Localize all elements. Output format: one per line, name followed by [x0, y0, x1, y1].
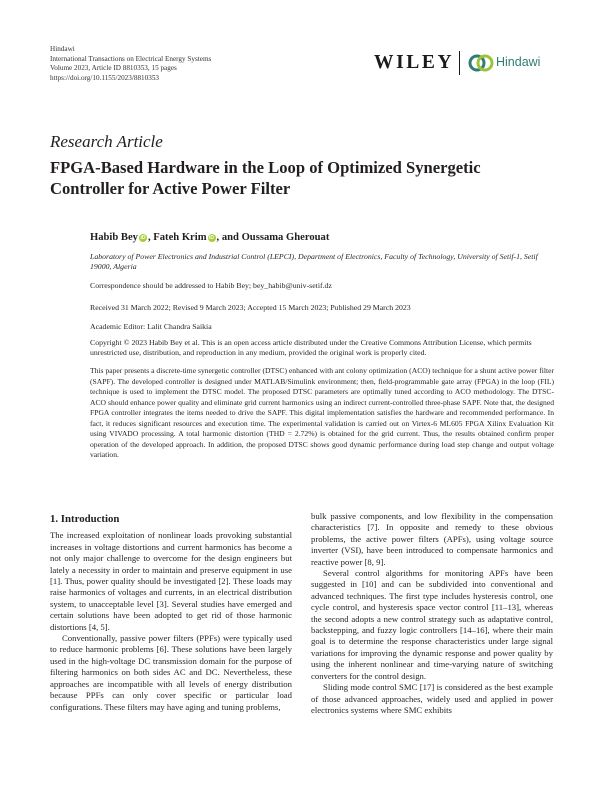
copyright-notice: Copyright © 2023 Habib Bey et al. This is an open access article distributed under the Creative Commons Attribution License, which permits unrestricted use, distribution, and reproduction in any medium, provided the original work is properly cited. [90, 338, 532, 358]
orcid-icon[interactable]: iD [209, 235, 215, 241]
abstract: This paper presents a discrete-time synergetic controller (DTSC) enhanced with ant colony optimization (ACO) technique for a shunt active power filter (SAPF). The developed controller is designed under MATLAB/Simulink environment; then, field-programmable gate array (FPGA) in the loop (FIL) technique is used to implement the DTSC model. The proposed DTSC parameters are optimally tuned according to ACO methodology. The DTSC-ACO should enhance power quality and eliminate grid current harmonics using an indirect current-controlled three-phase SAPF. Note that, the designed FPGA controller integrates the items needed to drive the SAPF. This digital implementation satisfies the hardware and recommended performance. In fact, it reduces significant resources and execution time. The experimental validation is carried out on Virtex-6 ML605 FPGA Xilinx Evaluation Kit using VIVADO processing. A total harmonic distortion (THD = 2.72%) is obtained for the grid current. Thus, the results obtained confirm proper operation of the developed approach. In addition, the proposed DTSC shows good dynamic performance during load step change and output voltage variation. [90, 366, 554, 459]
hindawi-logo-text: Hindawi [496, 55, 541, 69]
publisher-logos [372, 50, 552, 76]
wiley-logo: WILEY [374, 52, 455, 73]
volume-line: Volume 2023, Article ID 8810353, 15 pages [50, 64, 177, 73]
paragraph: Several control algorithms for monitoring APFs have been suggested in [10] and can be subdivided into conventional and advanced techniques. The first type includes hysteresis control, one cycle control, and hysteresis space vector control [11–13], whereas the second adopts a new control strategy such as adaptative control, backstepping, and fuzzy logic controllers [14–16], where their main goal is to determine the response characteristics under large signal variations for improving the dynamic response and power quality by using the inherent nonlinear and time-varying nature of switching converters for the control design. [311, 568, 553, 681]
hindawi-logo-icon [468, 53, 494, 73]
doi-link[interactable]: https://doi.org/10.1155/2023/8810353 [50, 73, 160, 82]
section-heading: 1. Introduction [50, 513, 120, 525]
publication-dates: Received 31 March 2022; Revised 9 March 2023; Accepted 15 March 2023; Published 29 March 2023 [90, 303, 411, 312]
body-column-right [311, 511, 553, 716]
academic-editor: Academic Editor: Lalit Chandra Saikia [90, 322, 212, 331]
author-separator: , [147, 232, 154, 243]
orcid-icon[interactable]: iD [140, 235, 146, 241]
author-name[interactable]: Habib Bey [90, 232, 138, 243]
paragraph: bulk passive components, and low flexibility in the compensation characteristics [7]. In opposite and remedy to these obvious problems, the active power filters (APFs), using voltage source inverter (VSI), have been introduced to compensate harmonics and reactive power [8, 9]. [311, 511, 553, 567]
journal-name: International Transactions on Electrical Energy Systems [50, 54, 212, 63]
paragraph: The increased exploitation of nonlinear loads provoking substantial increases in voltage distortions and current harmonics has become a not only major challenge to overcome for the design engineers but lately a necessity in order to maintain and preserve equipment in use [1]. Thus, power quality should be investigated [2]. These loads may raise harmonics of voltages and currents, in an electrical distribution system, to unacceptable level [3]. Several studies have emerged and certain solutions have been adopted to get rid of those harmonic distortions [4, 5]. [50, 530, 292, 632]
logo-divider [459, 51, 460, 75]
author-list [90, 232, 329, 243]
author-separator: , and [216, 232, 242, 243]
correspondence: Correspondence should be addressed to Habib Bey; bey_habib@univ-setif.dz [90, 281, 332, 290]
article-type: Research Article [50, 132, 163, 151]
paragraph: Conventionally, passive power filters (PPFs) were typically used to reduce harmonic problems [6]. These solutions have been largely used in the high-voltage DC transmission domain for the purpose of filtering harmonics on both sides AC and DC. Nevertheless, these approaches are incompatible with all levels of energy distribution because PPFs can only cover specific or particular load configurations. These filters may have aging and tuning problems, [50, 633, 292, 712]
author-name[interactable]: Oussama Gherouat [241, 232, 330, 243]
body-column-left [50, 514, 292, 713]
publisher-line: Hindawi [50, 45, 75, 53]
journal-meta [50, 45, 211, 83]
author-name[interactable]: Fateh Krim [153, 232, 207, 243]
paragraph: Sliding mode control SMC [17] is considered as the best example of those advanced approaches, widely used and applied in power electronics systems where SMC exhibits [311, 682, 553, 715]
affiliation: Laboratory of Power Electronics and Industrial Control (LEPCI), Department of Electronics, Faculty of Technology, University of Setif-1, Setif 19000, Algeria [90, 252, 538, 272]
article-title: FPGA-Based Hardware in the Loop of Optimized Synergetic Controller for Active Power Filter [50, 158, 481, 198]
